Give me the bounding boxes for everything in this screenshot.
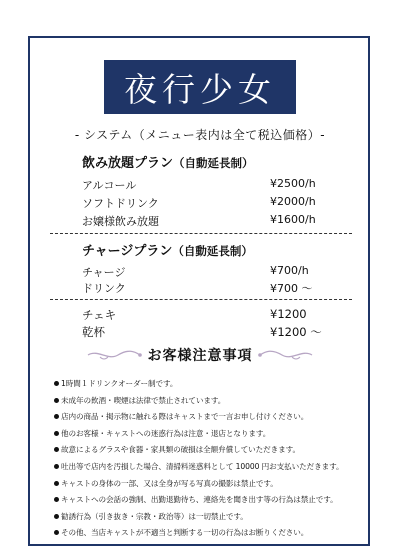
list-item <box>54 511 372 528</box>
bullet-icon <box>54 381 59 386</box>
item-price: ¥2500/h <box>270 177 316 190</box>
list-item <box>54 461 372 478</box>
list-item <box>54 395 372 412</box>
rule-text: 他のお客様・キャストへの迷惑行為は注意・退店となります。 <box>61 428 271 438</box>
charge-plan-name: チャージプラン <box>82 244 173 259</box>
bullet-icon <box>54 464 59 469</box>
drink-plan-name: 飲み放題プラン <box>82 156 174 171</box>
item-price: ¥700/h <box>270 264 309 277</box>
notice-title: お客様注意事項 <box>147 348 253 364</box>
system-heading: - システム（メニュー表内は全て税込価格）- <box>74 128 326 142</box>
list-item <box>54 444 372 461</box>
dashed-divider <box>50 233 352 234</box>
list-item <box>54 478 372 495</box>
bullet-icon <box>54 398 59 403</box>
bullet-icon <box>54 514 59 519</box>
rule-text: キャストへの会話の強制、出勤退勤待ち、連絡先を聞き出す等の行為は禁止です。 <box>61 495 338 505</box>
list-item <box>54 428 372 445</box>
item-name: チェキ <box>82 308 117 322</box>
rule-text: 勧誘行為（引き抜き・宗教・政治等）は一切禁止です。 <box>61 511 248 521</box>
bullet-icon <box>54 481 59 486</box>
dashed-divider <box>50 299 352 300</box>
bullet-icon <box>54 431 59 436</box>
list-item <box>54 494 372 511</box>
charge-plan-note: （自動延長制） <box>172 244 253 258</box>
bullet-icon <box>54 414 59 419</box>
rule-text: 吐出等で店内を汚損した場合、清掃料迷惑料として 10000 円お支払いただきます。 <box>61 461 344 471</box>
item-price: ¥1200 <box>270 307 307 321</box>
notice-rules-list <box>54 378 372 544</box>
item-name: チャージ <box>82 266 126 279</box>
item-price: ¥1600/h <box>270 213 316 226</box>
item-name: ソフトドリンク <box>82 197 159 210</box>
drink-plan-note: （自動延長制） <box>173 156 254 170</box>
drink-plan-title <box>82 152 254 171</box>
rule-text: 1時間１ドリンクオーダー制です。 <box>61 379 178 388</box>
store-logo-text: 夜行少女 <box>124 69 276 109</box>
rule-text: 未成年の飲酒・喫煙は法律で禁止されています。 <box>61 395 226 405</box>
item-name: ドリンク <box>82 282 126 295</box>
list-item <box>54 527 372 544</box>
item-price: ¥2000/h <box>270 195 316 208</box>
bullet-icon <box>54 530 59 535</box>
rule-text: キャストの身体の一部、又は全身が写る写真の撮影は禁止です。 <box>61 478 278 488</box>
item-name: アルコール <box>82 179 137 192</box>
item-name: 乾杯 <box>82 325 105 339</box>
list-item <box>54 411 372 428</box>
bullet-icon <box>54 447 59 452</box>
item-price: ¥700 ～ <box>270 282 313 295</box>
item-name: お嬢様飲み放題 <box>82 215 159 228</box>
list-item <box>54 378 372 395</box>
charge-plan-title <box>82 240 253 259</box>
right-ornament-icon <box>258 348 314 362</box>
store-logo <box>104 60 296 114</box>
bullet-icon <box>54 497 59 502</box>
rule-text: 故意によるグラスや食器・家具類の破損は全額弁償していただきます。 <box>61 445 300 455</box>
item-price: ¥1200 ～ <box>270 325 322 339</box>
rule-text: その他、当店キャストが不適当と判断する一切の行為はお断りください。 <box>61 528 309 538</box>
rule-text: 店内の商品・掲示物に触れる際はキャストまで一言お申し付けください。 <box>61 412 309 422</box>
